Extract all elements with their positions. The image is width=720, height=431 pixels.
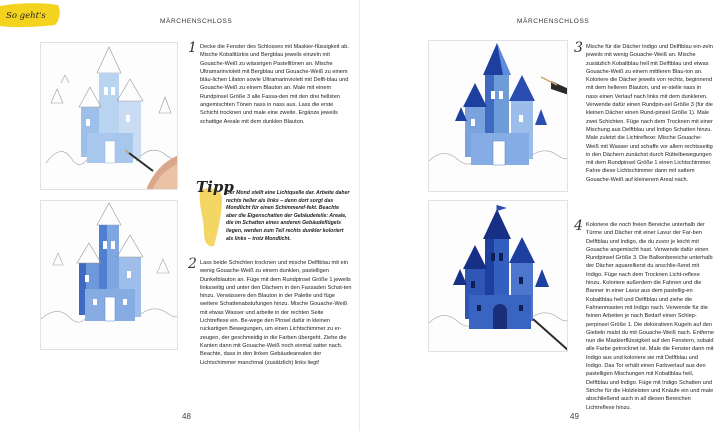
- step3-photo: [428, 40, 568, 192]
- step4-photo: [428, 200, 568, 352]
- step4-number: 4: [574, 218, 583, 234]
- step1-number: 1: [188, 40, 197, 56]
- tip-label: Tipp: [196, 178, 234, 196]
- step2-photo: [40, 200, 178, 350]
- left-running-header: MÄRCHENSCHLOSS: [160, 18, 233, 25]
- castle-sketch-image: [41, 43, 178, 190]
- step1-photo: [40, 42, 178, 190]
- step2-number: 2: [188, 256, 197, 272]
- castle-roofs-image: [429, 41, 568, 192]
- step1-paragraph: Decke die Fenster des Schlosses mit Maskier-flüssigkeit ab. Mische Kobalttürkis und Bergblau jeweils einzeln mit Gouache-Weiß zu wässrigen Pastelltönen an. Mische Ultramarinviolett mit Bergblau und Gouache-Weiß zu einem bläu-lichen Lilaton sowie Ultramarinviolett mit Delft-blau und Gouache-Weiß zu einem Blauton an. Male mit einem Rundpinsel Größe 3 alle Fassa-den mit den drei hellsten angemischten Tönen nass in nass aus. Lass die erste Schicht trocknen und male eine zweite. Ergänze jeweils schattige Areale mit dem dunklen Blauton.: [200, 44, 349, 125]
- step3-paragraph: Mische für die Dächer Indigo und Delftblau ein-zeln jeweils mit wenig Gouache-Weiß an. Mische zusätzlich Kobaltblau hell mit Delftblau und etwas Gouache-Weiß zu einem mittleren Blau-ton an. Koloriere die Dächer jeweils von rechts, beginnend mit dem helleren Blauton, und er-stelle nass in nass einen Verlauf nach links mit dem dunkleren. Verwende dafür einen Rundpin-sel Größe 3 (für die kleinen Dächer einen Rund-pinsel Größe 1). Male zwei Schichten. Füge nach dem Trocknen mit einer Mischung aus Delftblau und Indigo Schatten hinzu. Male zuletzt die Lichtreflexe: Mische Gouache-Weiß mit Wasser und schaffe vor allem rechtsseitig in den Dächern zunächst durch Rüttelbewegungen mit dem Rundpinsel Größe 1 einen Lichtschimmer. Fahre diese Lichtschimmer dann mit sattem Gouache-Weiß auf kleinerem Areal nach.: [586, 44, 713, 183]
- step4-text: [586, 221, 714, 412]
- castle-finished-image: [429, 201, 568, 352]
- step1-text: [200, 43, 352, 126]
- step4-paragraph: Koloriere die noch freien Bereiche unterhalb der Türme und Dächer mit einer Lavur der Far-ben Delftblau und Indigo, die du zuvor je leicht mit Gouache angemischt hast. Verwende dafür einen Rundpinsel Größe 3. Die Balkenbereiche unterhalb der Dächer aquarellierst du anschlie-ßend mit Indigo. Füge nach dem Trocknen Licht-reflexe hinzu. Koloriere außerdem die Fahnen und die Banner in einer Lavur aus dem pastellig-en Kobaltblau hell und Delftblau und ziehe die Fahnenmasten mit Indigo nach. Verwende für die feinen Arbeiten je nach Bedarf einen Schlep-perpinsel Größe 1. Die dekorativen Kugeln auf den Giebeln malst du mit Gouache-Weiß nach. Entferne nun die Maskierflüssigkeit auf den Fenstern, sobald alle Farbe getrocknet ist. Male die Fenster dann mit Indigo aus und koloriere sie mit Delftblau und Indigo. Das Tor erhält einen Farbverlauf aus den pastelligen Mischungen mit Kobaltblau hell, Delftblau und Indigo. Füge mit Indigo Schatten und Striche für die Holzleisten und Knäufe ein und male abschließend auch in all diesen Bereichen Lichtreflexe hinzu.: [586, 222, 714, 411]
- so-gehts-badge: [0, 2, 62, 28]
- tip-text: Der Mond stellt eine Lichtquelle dar. Arbeite daher rechts heller als links – denn dort sorgt das Mondlicht für einen Schimmeref-fekt. Beachte aber die Eigenschatten der Gebäudeteile: Areale, die im Schatten eines anderen Gebäudeflügels liegen, werden zum Teil rechts dunkler koloriert als links – trotz Mondlicht.: [226, 190, 350, 242]
- left-page-number: 48: [182, 412, 191, 421]
- so-gehts-label: So geht's: [6, 11, 46, 21]
- step2-text: [200, 259, 352, 367]
- step3-text: [586, 43, 714, 184]
- right-page-number: 49: [570, 412, 579, 421]
- right-running-header: MÄRCHENSCHLOSS: [517, 18, 590, 25]
- step3-number: 3: [574, 40, 583, 56]
- castle-painted-image: [41, 201, 178, 350]
- tip-box: [190, 178, 350, 250]
- step2-paragraph: Lass beide Schichten trocknen und mische Delftblau mit ein wenig Gouache-Weiß zu einem dunklen, pastelligen Dunkelblauton an. Füge mit dem Rundpinsel Größe 1 jeweils linksseitig und unter den Dächern in den Fassaden Schat-ten hinzu. Verwässere den Blauton in der Palette und füge weitere Schattenabstufungen hinzu. Mische Gouache-Weiß mit etwas Wasser und arbeite in der rechten Seite Lichtreflexe ein. Be-wege den Pinsel dafür in kleinen ruckartigen Bewegungen, um einen Lichtschimmer zu er-zeugen, der geschmeidig in die Farben übergeht. Ziehe die Kanten dann mit Gouache-Weiß noch einmal satter nach. Beachte, dass in den linken Gebäudearealen der Lichtschimmer manchmal (zusätzlich) links liegt!: [200, 260, 352, 366]
- right-page: [360, 0, 720, 431]
